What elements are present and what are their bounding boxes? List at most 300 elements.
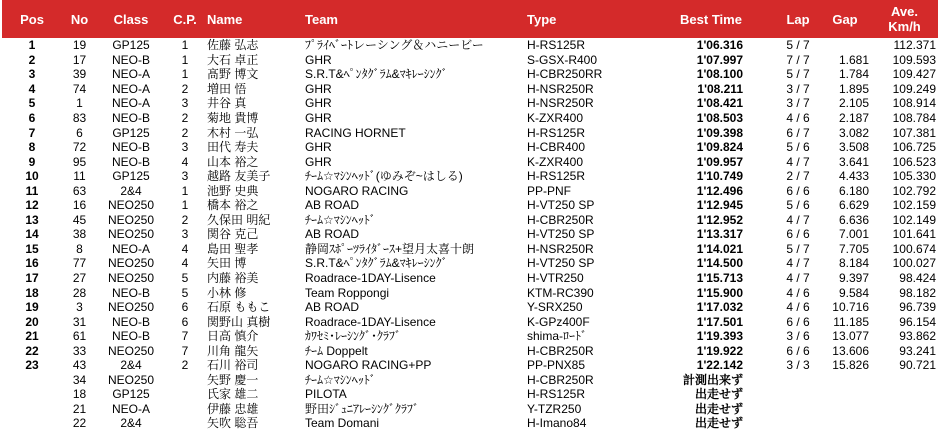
cell-pos: 5 <box>28 96 36 111</box>
table-row <box>2 154 938 169</box>
cell-rider-name: 矢田 博 <box>207 256 247 271</box>
cell-cp: 7 <box>181 329 189 344</box>
cell-cp: 3 <box>181 227 189 242</box>
cell-gap: 6.180 <box>838 183 869 198</box>
cell-ave-speed <box>871 387 938 402</box>
cell-team: AB ROAD <box>305 198 360 213</box>
cell-machine-type: H-NSR250R <box>527 81 594 96</box>
table-row <box>2 329 938 344</box>
cell-best-time: 出走せず <box>694 387 743 402</box>
table-row <box>2 38 938 53</box>
cell-rider-name: 久保田 明紀 <box>207 212 271 227</box>
cell-pos: 6 <box>28 111 36 125</box>
cell-rider-name: 氏家 雄二 <box>207 387 259 402</box>
cell-best-time: 1'19.922 <box>696 343 743 358</box>
table-row <box>2 402 938 417</box>
table-row <box>2 256 938 271</box>
cell-machine-type: H-RS125R <box>527 169 586 184</box>
cell-rider-name: 越路 友美子 <box>207 169 271 184</box>
cell-class: GP125 <box>112 387 150 402</box>
cell-best-time: 1'12.952 <box>696 212 743 227</box>
cell-gap <box>819 416 871 431</box>
cell-cp: 7 <box>181 343 189 358</box>
cell-pos: 4 <box>28 81 36 96</box>
cell-lap: 6 / 6 <box>786 343 810 358</box>
cell-machine-type: K-ZXR400 <box>527 111 584 125</box>
cell-ave-speed: 102.149 <box>892 212 936 227</box>
cell-class: GP125 <box>112 38 150 53</box>
cell-gap: 15.826 <box>832 358 869 373</box>
cell-cp: 3 <box>181 96 189 111</box>
header-lap: Lap <box>777 0 819 38</box>
cell-machine-type: PP-PNX85 <box>527 358 586 373</box>
table-row <box>2 53 938 68</box>
cell-gap <box>819 387 871 402</box>
cell-no: 21 <box>72 401 87 416</box>
cell-gap: 13.077 <box>832 329 869 344</box>
cell-machine-type: H-VT250 SP <box>527 256 595 271</box>
cell-machine-type: shima-ﾛｰﾄﾞ <box>527 329 588 344</box>
cell-machine-type: H-CBR250R <box>527 372 594 387</box>
cell-cp: 4 <box>181 256 189 271</box>
cell-pos: 22 <box>25 343 39 358</box>
cell-machine-type: H-RS125R <box>527 125 586 140</box>
cell-rider-name: 井谷 真 <box>207 96 247 111</box>
cell-gap: 6.636 <box>838 212 869 227</box>
cell-machine-type: S-GSX-R400 <box>527 52 598 67</box>
cell-rider-name: 内藤 裕美 <box>207 271 259 286</box>
cell-team: ﾌﾟﾗｲﾍﾞｰﾄレーシング＆ハニービー <box>305 38 484 53</box>
cell-pos: 23 <box>25 358 39 373</box>
cell-cp: 1 <box>181 52 189 67</box>
cell-ave-speed: 109.593 <box>892 52 936 67</box>
header-type: Type <box>525 0 645 38</box>
cell-rider-name: 伊藤 忠雄 <box>207 401 259 416</box>
cell-best-time: 1'06.316 <box>696 38 743 53</box>
cell-team: ﾁｰﾑ☆ﾏｼﾝﾍｯﾄﾞ(ゆみぞ~はしる) <box>305 169 463 184</box>
cell-cp: 2 <box>181 111 189 125</box>
cell-class: NEO-B <box>111 154 150 169</box>
cell-team: ﾁｰﾑ☆ﾏｼﾝﾍｯﾄﾞ <box>305 212 376 227</box>
cell-pos <box>2 416 62 431</box>
cell-pos: 3 <box>28 67 36 82</box>
cell-team: GHR <box>305 140 332 155</box>
cell-no: 74 <box>72 81 87 96</box>
cell-cp <box>165 373 205 388</box>
cell-gap: 3.082 <box>838 125 869 140</box>
cell-machine-type: H-NSR250R <box>527 241 594 256</box>
cell-class: NEO-B <box>111 285 150 300</box>
cell-team: 静岡ｽﾎﾟｰﾂﾗｲﾀﾞｰｽ+望月太喜十朗 <box>305 241 475 256</box>
cell-pos <box>2 373 62 388</box>
cell-no: 27 <box>72 271 87 286</box>
cell-no: 43 <box>72 358 87 373</box>
cell-lap: 3 / 7 <box>786 81 810 96</box>
cell-pos: 20 <box>25 314 39 329</box>
cell-no: 19 <box>72 38 87 53</box>
cell-machine-type: Y-SRX250 <box>527 300 583 315</box>
cell-lap: 6 / 6 <box>786 314 810 329</box>
cell-lap: 2 / 7 <box>786 169 810 184</box>
cell-no: 95 <box>72 154 87 169</box>
cell-pos: 19 <box>25 300 39 315</box>
cell-best-time: 1'09.824 <box>696 140 743 155</box>
cell-cp: 3 <box>181 140 189 155</box>
cell-lap: 7 / 7 <box>786 52 810 67</box>
cell-cp: 1 <box>181 183 189 198</box>
cell-ave-speed <box>871 373 938 388</box>
table-row <box>2 358 938 373</box>
cell-team: GHR <box>305 154 332 169</box>
cell-gap: 13.606 <box>832 343 869 358</box>
cell-team: RACING HORNET <box>305 125 406 140</box>
cell-class: NEO250 <box>107 271 155 286</box>
header-ave-line2: Km/h <box>888 19 921 34</box>
cell-machine-type: H-NSR250R <box>527 96 594 111</box>
cell-gap: 2.105 <box>838 96 869 111</box>
cell-pos: 10 <box>25 169 39 184</box>
cell-best-time: 1'09.957 <box>696 154 743 169</box>
cell-ave-speed: 98.424 <box>899 271 936 286</box>
cell-lap <box>777 402 819 417</box>
cell-lap: 5 / 6 <box>786 140 810 155</box>
cell-ave-speed: 100.674 <box>892 241 936 256</box>
cell-cp: 3 <box>181 169 189 184</box>
cell-ave-speed: 106.523 <box>892 154 936 169</box>
table-row <box>2 387 938 402</box>
cell-cp: 1 <box>181 38 189 53</box>
cell-rider-name: 橋本 裕之 <box>207 198 259 213</box>
cell-class: 2&4 <box>120 416 142 431</box>
cell-best-time: 1'08.211 <box>697 81 743 96</box>
cell-ave-speed: 108.784 <box>892 111 936 125</box>
cell-cp: 1 <box>181 198 189 213</box>
cell-best-time: 1'08.503 <box>696 111 743 125</box>
cell-no: 33 <box>72 343 87 358</box>
table-row <box>2 198 938 213</box>
cell-no: 11 <box>73 169 86 184</box>
cell-team: Team Roppongi <box>305 285 390 300</box>
cell-gap: 7.001 <box>838 227 869 242</box>
cell-no: 83 <box>72 111 87 125</box>
cell-class: NEO-B <box>111 329 150 344</box>
cell-class: NEO-A <box>111 67 150 82</box>
header-no: No <box>62 0 97 38</box>
cell-lap: 3 / 3 <box>786 358 810 373</box>
cell-ave-speed: 109.249 <box>892 81 936 96</box>
cell-ave-speed: 107.381 <box>892 125 936 140</box>
cell-gap: 7.705 <box>838 241 869 256</box>
cell-team: ﾁｰﾑ☆ﾏｼﾝﾍｯﾄﾞ <box>305 372 376 387</box>
cell-rider-name: 山本 裕之 <box>207 154 259 169</box>
results-table <box>2 0 938 431</box>
cell-ave-speed: 93.862 <box>899 329 936 344</box>
cell-team: PILOTA <box>305 387 347 402</box>
cell-class: NEO250 <box>107 198 155 213</box>
cell-gap: 9.584 <box>838 285 869 300</box>
table-row <box>2 111 938 126</box>
cell-pos: 9 <box>28 154 36 169</box>
cell-cp: 2 <box>181 125 189 140</box>
cell-lap: 4 / 6 <box>786 285 810 300</box>
cell-class: NEO250 <box>107 212 155 227</box>
cell-class: NEO250 <box>107 372 155 387</box>
cell-pos <box>2 387 62 402</box>
cell-best-time: 1'17.501 <box>696 314 743 329</box>
cell-rider-name: 増田 悟 <box>207 81 247 96</box>
cell-best-time: 1'15.900 <box>696 285 743 300</box>
table-row <box>2 271 938 286</box>
cell-lap: 4 / 7 <box>786 212 810 227</box>
table-row <box>2 343 938 358</box>
cell-pos: 13 <box>25 212 39 227</box>
cell-no: 72 <box>72 140 87 155</box>
cell-team: GHR <box>305 96 332 111</box>
cell-best-time: 1'12.496 <box>696 183 743 198</box>
cell-ave-speed <box>871 402 938 417</box>
cell-team: Roadrace-1DAY-Lisence <box>305 314 436 329</box>
table-row <box>2 373 938 388</box>
cell-lap: 4 / 6 <box>786 111 810 125</box>
cell-lap: 4 / 6 <box>786 300 810 315</box>
cell-rider-name: 矢吹 聡吾 <box>207 416 259 431</box>
cell-class: 2&4 <box>120 358 142 373</box>
cell-machine-type: Y-TZR250 <box>527 401 582 416</box>
header-team: Team <box>303 0 525 38</box>
cell-gap <box>819 38 871 53</box>
cell-no: 28 <box>72 285 87 300</box>
cell-class: NEO-B <box>111 111 150 125</box>
header-class: Class <box>97 0 165 38</box>
cell-machine-type: H-CBR400 <box>527 140 586 155</box>
cell-pos: 7 <box>28 125 36 140</box>
cell-gap: 3.641 <box>838 154 869 169</box>
cell-best-time: 1'15.713 <box>696 271 743 286</box>
cell-no: 6 <box>76 125 83 140</box>
table-row <box>2 227 938 242</box>
cell-rider-name: 池野 史典 <box>207 183 259 198</box>
cell-gap: 11.185 <box>833 314 869 329</box>
cell-class: NEO250 <box>107 343 155 358</box>
cell-best-time: 1'22.142 <box>696 358 743 373</box>
cell-pos: 12 <box>25 198 39 213</box>
table-row <box>2 67 938 82</box>
cell-no: 17 <box>72 52 87 67</box>
header-row <box>2 0 938 38</box>
table-row <box>2 213 938 228</box>
cell-best-time: 計測出来ず <box>682 372 743 387</box>
cell-class: GP125 <box>112 169 150 184</box>
cell-best-time: 出走せず <box>694 401 743 416</box>
cell-team: AB ROAD <box>305 300 360 315</box>
cell-cp <box>165 387 205 402</box>
cell-team: Team Domani <box>305 416 380 431</box>
table-row <box>2 242 938 257</box>
cell-machine-type: H-VTR250 <box>527 271 584 286</box>
cell-team: NOGARO RACING+PP <box>305 358 432 373</box>
cell-class: NEO250 <box>107 256 155 271</box>
cell-no: 61 <box>72 329 87 344</box>
cell-class: GP125 <box>112 125 150 140</box>
cell-rider-name: 田代 寿夫 <box>207 140 259 155</box>
cell-no: 38 <box>72 227 87 242</box>
cell-lap: 5 / 6 <box>786 198 810 213</box>
cell-cp: 5 <box>181 271 189 286</box>
cell-gap: 6.629 <box>838 198 869 213</box>
cell-gap <box>819 402 871 417</box>
cell-best-time: 1'08.421 <box>696 96 743 111</box>
cell-pos: 8 <box>28 140 36 155</box>
cell-team: AB ROAD <box>305 227 360 242</box>
cell-ave-speed: 105.330 <box>892 169 936 184</box>
cell-lap: 4 / 7 <box>786 154 810 169</box>
cell-rider-name: 関野山 真樹 <box>207 314 271 329</box>
cell-class: NEO250 <box>107 300 155 315</box>
cell-cp: 6 <box>181 314 189 329</box>
cell-rider-name: 石川 裕司 <box>207 358 259 373</box>
cell-no: 18 <box>72 387 87 402</box>
cell-best-time: 1'10.749 <box>696 169 743 184</box>
cell-best-time: 1'13.317 <box>696 227 743 242</box>
cell-ave-speed: 93.241 <box>899 343 936 358</box>
table-header <box>2 0 938 38</box>
cell-gap <box>819 373 871 388</box>
cell-ave-speed: 108.914 <box>892 96 936 111</box>
cell-no: 45 <box>72 212 87 227</box>
cell-machine-type: H-VT250 SP <box>527 227 595 242</box>
cell-gap: 10.716 <box>832 300 869 315</box>
header-cp: C.P. <box>165 0 205 38</box>
cell-pos: 2 <box>28 52 36 67</box>
cell-pos: 16 <box>25 256 39 271</box>
cell-rider-name: 島田 聖孝 <box>207 241 259 256</box>
cell-machine-type: H-RS125R <box>527 38 586 53</box>
cell-ave-speed: 112.371 <box>893 38 936 53</box>
cell-pos: 14 <box>25 227 39 242</box>
table-row <box>2 169 938 184</box>
cell-no: 39 <box>72 67 87 82</box>
cell-lap: 5 / 7 <box>786 38 810 53</box>
cell-lap: 3 / 6 <box>786 329 810 344</box>
cell-pos: 11 <box>25 183 39 198</box>
cell-team: S.R.T&ﾍﾟﾝﾀｸﾞﾗﾑ&ﾏｷﾚｰｼﾝｸﾞ <box>305 256 448 271</box>
cell-machine-type: H-VT250 SP <box>527 198 595 213</box>
table-row <box>2 300 938 315</box>
cell-team: GHR <box>305 81 332 96</box>
cell-no: 34 <box>72 372 87 387</box>
cell-team: ﾁｰﾑ Doppelt <box>305 343 368 358</box>
cell-lap: 5 / 7 <box>786 67 810 82</box>
cell-no: 1 <box>76 96 83 111</box>
cell-class: NEO250 <box>107 227 155 242</box>
cell-team: GHR <box>305 111 332 125</box>
cell-pos: 21 <box>25 329 39 344</box>
cell-no: 3 <box>76 300 83 315</box>
cell-class: 2&4 <box>120 183 142 198</box>
cell-ave-speed: 101.641 <box>892 227 936 242</box>
cell-cp: 5 <box>181 285 189 300</box>
cell-lap <box>777 387 819 402</box>
cell-no: 31 <box>72 314 87 329</box>
cell-class: NEO-A <box>111 96 150 111</box>
cell-lap: 4 / 7 <box>786 256 810 271</box>
table-row <box>2 96 938 111</box>
cell-class: NEO-B <box>111 140 150 155</box>
cell-ave-speed: 98.182 <box>899 285 936 300</box>
cell-machine-type: H-RS125R <box>527 387 586 402</box>
cell-pos: 18 <box>25 285 39 300</box>
cell-class: NEO-B <box>111 52 150 67</box>
cell-team: GHR <box>305 52 332 67</box>
cell-rider-name: 石原 ももこ <box>207 300 271 315</box>
table-row <box>2 125 938 140</box>
cell-best-time: 1'19.393 <box>696 329 743 344</box>
cell-cp: 6 <box>181 300 189 315</box>
cell-cp: 1 <box>181 67 189 82</box>
table-row <box>2 183 938 198</box>
cell-no: 16 <box>72 198 87 213</box>
cell-machine-type: H-CBR250RR <box>527 67 603 82</box>
cell-ave-speed: 106.725 <box>892 140 936 155</box>
cell-lap <box>777 416 819 431</box>
table-row <box>2 140 938 155</box>
cell-machine-type: KTM-RC390 <box>527 285 594 300</box>
cell-lap: 6 / 6 <box>786 227 810 242</box>
header-ave-speed <box>871 0 938 38</box>
cell-best-time: 1'14.021 <box>696 241 743 256</box>
cell-ave-speed: 90.721 <box>899 358 936 373</box>
table-row <box>2 82 938 97</box>
header-pos: Pos <box>2 0 62 38</box>
cell-rider-name: 日高 慎介 <box>207 329 259 344</box>
cell-best-time: 1'09.398 <box>696 125 743 140</box>
cell-cp: 2 <box>181 358 189 373</box>
cell-machine-type: PP-PNF <box>527 183 572 198</box>
cell-lap: 6 / 7 <box>786 125 810 140</box>
cell-gap: 9.397 <box>838 271 869 286</box>
cell-team: 野田ｼﾞｭﾆｱﾚｰｼﾝｸﾞｸﾗﾌﾞ <box>305 401 420 416</box>
cell-gap: 1.681 <box>838 52 869 67</box>
cell-team: Roadrace-1DAY-Lisence <box>305 271 436 286</box>
header-gap: Gap <box>819 0 871 38</box>
cell-gap: 4.433 <box>838 169 869 184</box>
cell-class: NEO-A <box>111 401 150 416</box>
cell-pos <box>2 402 62 417</box>
cell-lap: 4 / 7 <box>786 271 810 286</box>
cell-no: 8 <box>76 241 83 256</box>
cell-lap: 5 / 7 <box>786 241 810 256</box>
cell-gap: 1.895 <box>838 81 869 96</box>
cell-best-time: 1'14.500 <box>696 256 743 271</box>
cell-cp <box>165 416 205 431</box>
cell-ave-speed <box>871 416 938 431</box>
cell-rider-name: 髙野 博文 <box>207 67 259 82</box>
header-name: Name <box>205 0 303 38</box>
cell-team: NOGARO RACING <box>305 183 409 198</box>
cell-rider-name: 小林 修 <box>207 285 247 300</box>
cell-gap: 8.184 <box>838 256 869 271</box>
cell-class: NEO-A <box>111 241 150 256</box>
table-row <box>2 314 938 329</box>
cell-lap: 6 / 6 <box>786 183 810 198</box>
cell-gap: 3.508 <box>838 140 869 155</box>
cell-no: 63 <box>72 183 87 198</box>
cell-ave-speed: 96.739 <box>899 300 936 315</box>
cell-cp: 2 <box>181 81 189 96</box>
header-best-time: Best Time <box>645 0 777 38</box>
cell-machine-type: H-CBR250R <box>527 343 594 358</box>
cell-team: ｶﾜｾﾐ･ﾚｰｼﾝｸﾞ･ｸﾗﾌﾞ <box>305 329 402 344</box>
